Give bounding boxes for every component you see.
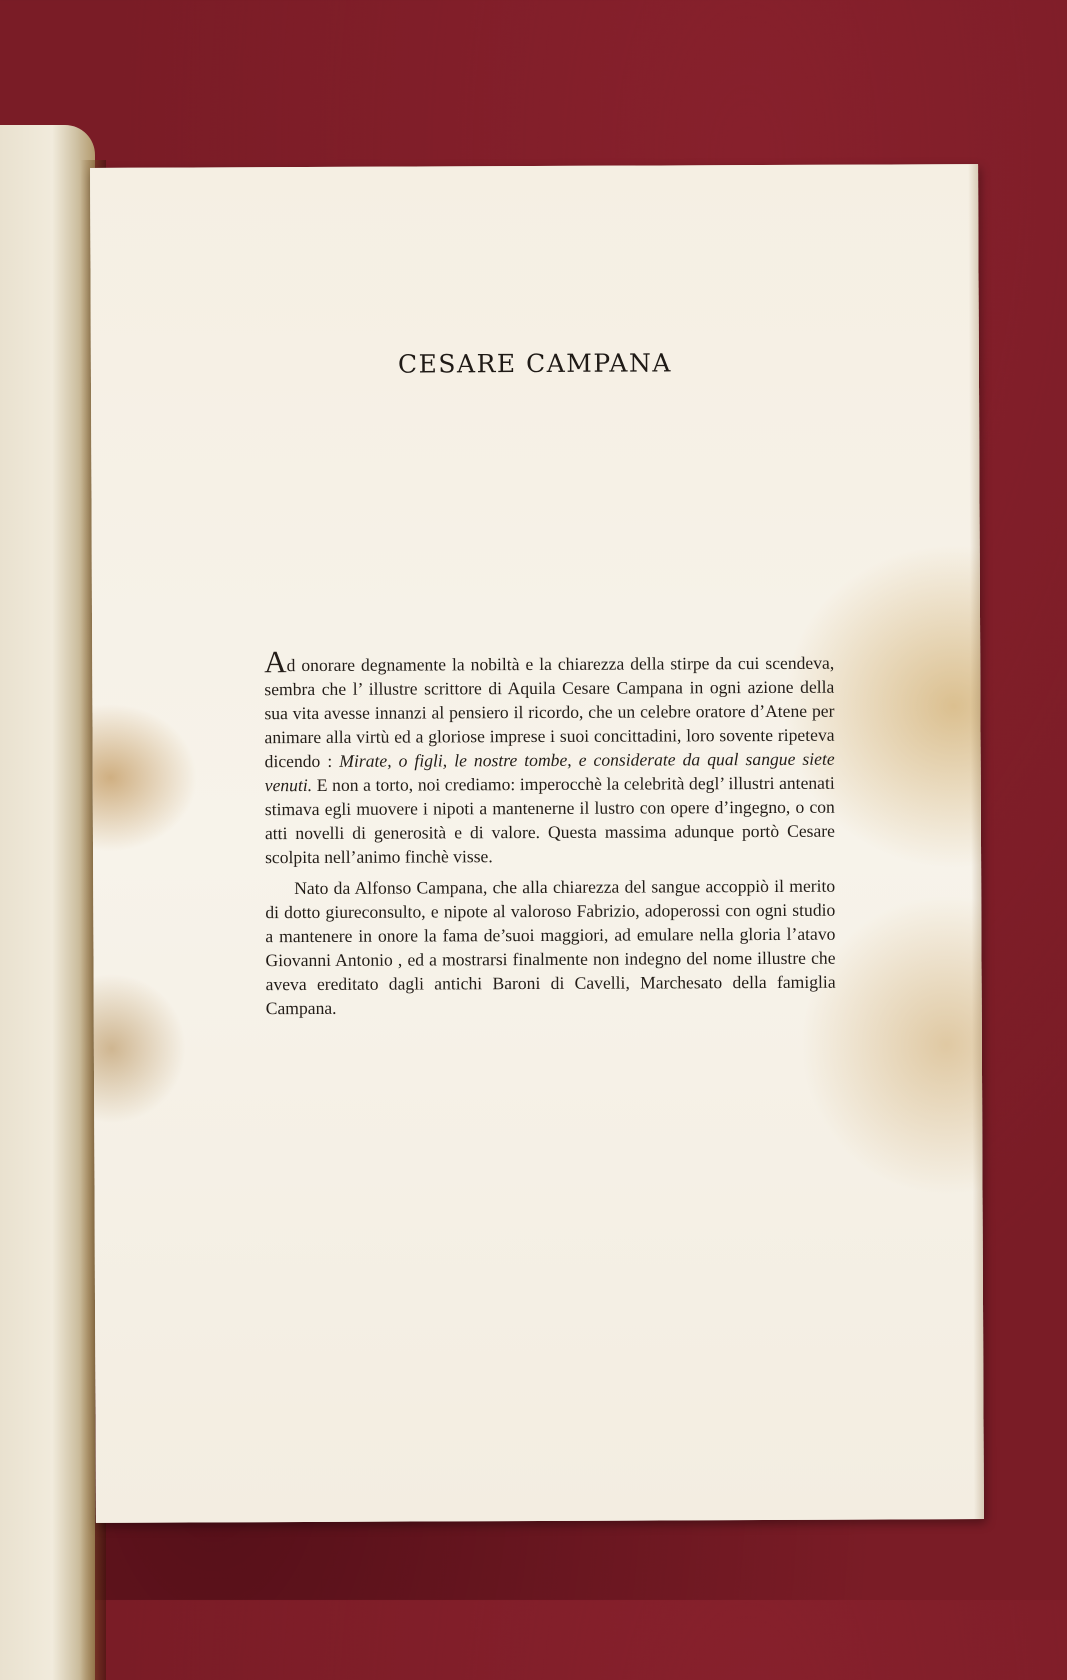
paragraph-1-text-a: d onorare degnamente la nobiltà e la chiarezza della stirpe da cui scendeva, sembra che l’ illustre scrittore di Aquila Cesare Campana in ogni azione della sua vita avesse innanzi al pensiero il ricordo, che un celebre oratore d’Atene per animare alla virtù ed a gloriose imprese i suoi concittadini, loro sovente ripeteva dicendo : (264, 652, 835, 772)
book-page (90, 164, 984, 1523)
drop-initial: A (264, 644, 287, 680)
paragraph-1-text-b: E non a torto, noi crediamo: imperocchè la celebrità degl’ illustri antenati stimava egli muovere i nipoti a mantenerne il lustro con opere d’ingegno, o con atti novelli di generosità e di valore. Questa massima adunque portò Cesare scolpita nell’animo finchè visse. (264, 772, 835, 868)
body-text (264, 644, 836, 1020)
quotation-italic: Mirate, o figli, le nostre tombe, e considerate da qual sangue siete venuti. (264, 748, 835, 796)
paragraph-1 (264, 644, 835, 869)
paragraph-2: Nato da Alfonso Campana, che alla chiarezza del sangue accoppiò il merito di dotto giureconsulto, e nipote al valoroso Fabrizio, adoperossi con ogni studio a mantenere in onore la fama de’suoi maggiori, ad emulare nella gloria l’atavo Giovanni Antonio , ed a mostrarsi finalmente non indegno del nome illustre che aveva ereditato dagli antichi Baroni di Cavelli, Marchesato della famiglia Campana. (265, 875, 836, 1019)
page-title: CESARE CAMPANA (397, 348, 672, 379)
